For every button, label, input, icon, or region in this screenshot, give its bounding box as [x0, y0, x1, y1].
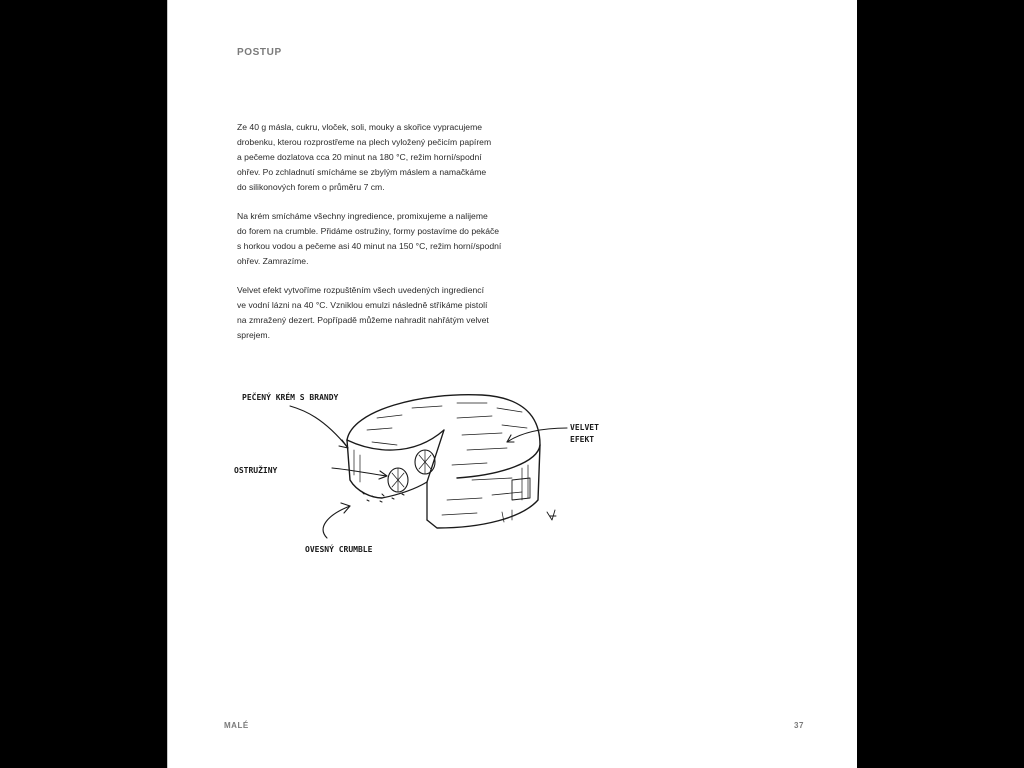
text-line: drobenku, kterou rozprostřeme na plech vyložený pečicím papírem	[237, 137, 492, 147]
text-line: a pečeme dozlatova cca 20 minut na 180 °C, režim horní/spodní	[237, 152, 482, 162]
cake-cut-ridge	[427, 430, 444, 482]
crumble-base	[362, 492, 404, 502]
footer-chapter: MALÉ	[224, 721, 249, 730]
arrow-velvet	[507, 428, 567, 442]
paragraph-crumble	[237, 120, 537, 195]
label-velvet-line1: VELVET	[570, 423, 599, 432]
book-page	[167, 0, 857, 768]
label-oat-crumble: OVESNÝ CRUMBLE	[305, 545, 373, 554]
recipe-instructions	[237, 120, 537, 357]
artist-signature	[547, 510, 556, 520]
dessert-sketch	[222, 370, 622, 570]
label-velvet-line2: EFEKT	[570, 435, 595, 444]
label-blackberries: OSTRUŽINY	[234, 466, 278, 475]
text-line: s horkou vodou a pečeme asi 40 minut na 150 °C, režim horní/spodní	[237, 241, 502, 251]
page-number: 37	[794, 721, 804, 730]
page-spine-edge	[167, 0, 168, 768]
text-line: Na krém smícháme všechny ingredience, promixujeme a nalijeme	[237, 211, 488, 221]
label-baked-cream: PEČENÝ KRÉM S BRANDY	[242, 393, 339, 402]
text-line: ohřev. Po zchladnutí smícháme se zbylým máslem a namačkáme	[237, 167, 487, 177]
cake-tag	[512, 478, 530, 500]
section-title: POSTUP	[237, 47, 282, 58]
text-line: ohřev. Zamrazíme.	[237, 256, 309, 266]
arrow-baked-cream	[290, 406, 348, 448]
text-line: do forem na crumble. Přidáme ostružiny, formy postavíme do pekáče	[237, 226, 500, 236]
cake-cut-top-edge	[347, 430, 444, 450]
cake-right-wall	[427, 445, 540, 528]
text-line: sprejem.	[237, 330, 270, 340]
text-line: Ze 40 g másla, cukru, vloček, soli, mouky a skořice vypracujeme	[237, 122, 483, 132]
paragraph-velvet	[237, 283, 537, 343]
cake-top-outline	[347, 395, 540, 478]
arrow-blackberries	[332, 468, 387, 476]
text-line: do silikonových forem o průměru 7 cm.	[237, 182, 385, 192]
paragraph-cream	[237, 209, 537, 269]
text-line: Velvet efekt vytvoříme rozpuštěním všech uvedených ingrediencí	[237, 285, 484, 295]
text-line: na zmražený dezert. Popřípadě můžeme nahradit nahřátým velvet	[237, 315, 489, 325]
side-hatching	[354, 450, 528, 522]
velvet-texture	[367, 403, 527, 515]
text-line: ve vodní lázni na 40 °C. Vzniklou emulzi následně stříkáme pistolí	[237, 300, 488, 310]
